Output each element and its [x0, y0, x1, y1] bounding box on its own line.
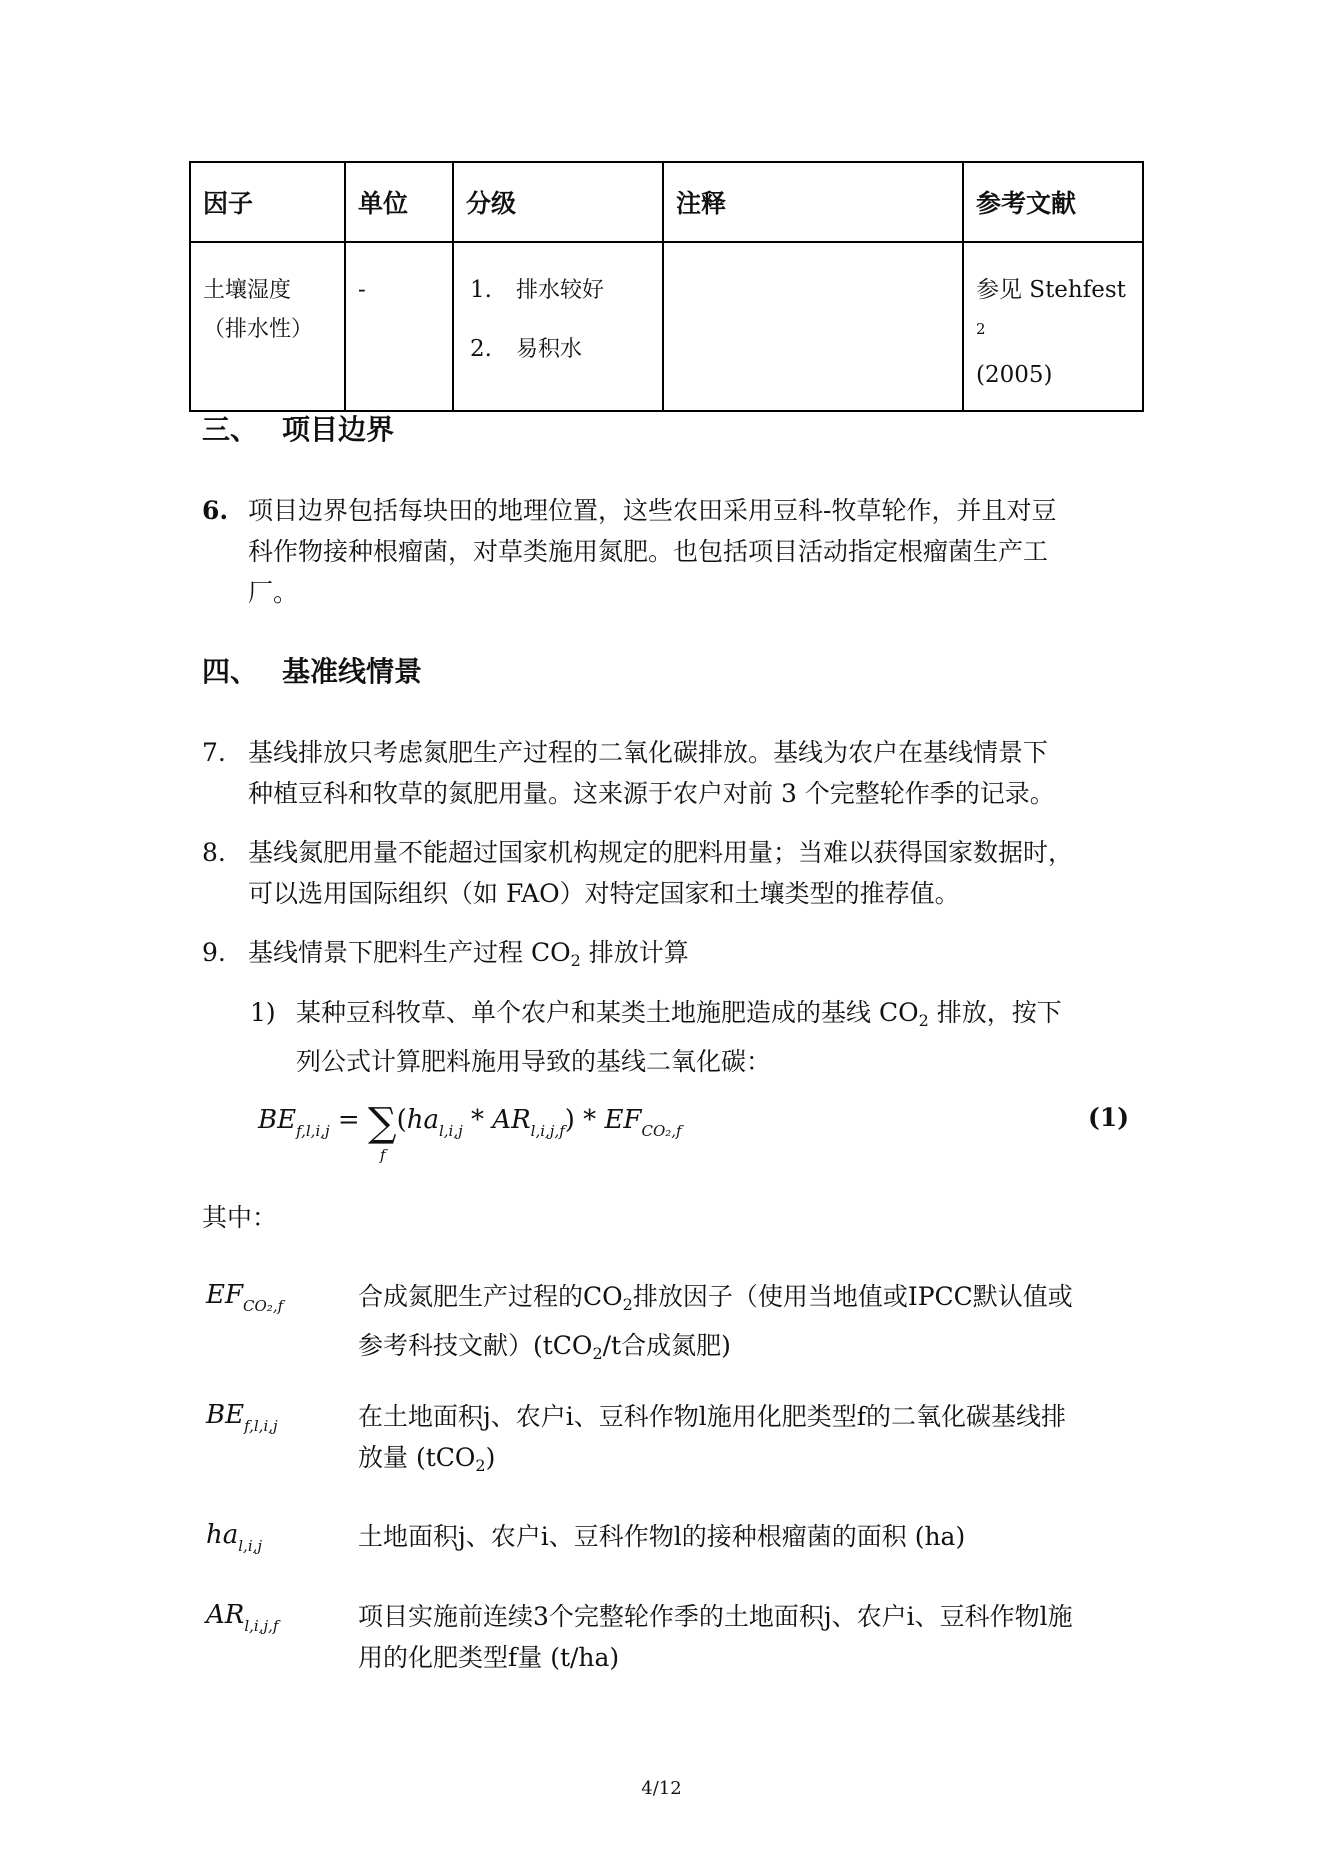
text-run: 排放因子（使用当地值或IPCC默认值或 — [632, 1282, 1073, 1311]
definition-text — [358, 1596, 1128, 1678]
factor-name: 土壤湿度 — [203, 278, 292, 303]
section-number: 三、 — [202, 413, 259, 446]
paragraph-line: 项目边界包括每块田的地理位置，这些农田采用豆科-牧草轮作，并且对豆 — [248, 496, 1057, 525]
factor-table — [189, 161, 1144, 412]
paragraph-line — [296, 992, 1120, 1041]
paragraph-6 — [202, 490, 1122, 613]
definition-symbol — [206, 1400, 278, 1435]
symbol-subscript: l,i,j — [238, 1537, 263, 1555]
header-grade: 分级 — [453, 162, 663, 242]
paragraph-line: 可以选用国际组织（如 FAO）对特定国家和土壤类型的推荐值。 — [248, 879, 960, 908]
symbol-subscript: CO₂,f — [243, 1297, 284, 1315]
grade-text: 易积水 — [515, 337, 582, 362]
reference-superscript: 2 — [976, 320, 986, 338]
text-run: 基线情景下肥料生产过程 CO — [248, 938, 571, 967]
symbol-base: ha — [206, 1520, 239, 1550]
definition-line — [358, 1325, 1128, 1374]
definition-line — [358, 1437, 1128, 1486]
paragraph-line — [248, 932, 1122, 981]
header-reference: 参考文献 — [963, 162, 1143, 242]
grade-item — [470, 330, 652, 369]
subscript: 2 — [592, 1344, 603, 1363]
definition-text — [358, 1276, 1128, 1374]
formula-subscript: f,l,i,j — [296, 1122, 330, 1140]
formula-be: BE — [258, 1105, 297, 1135]
reference-year: (2005) — [976, 361, 1053, 388]
formula-paren: ( — [396, 1105, 407, 1135]
paragraph-7 — [202, 732, 1122, 814]
definition-symbol — [206, 1520, 262, 1555]
text-run: 参考科技文献）(tCO — [358, 1331, 593, 1360]
paragraph-line: 基线氮肥用量不能超过国家机构规定的肥料用量；当难以获得国家数据时， — [248, 838, 1074, 867]
grade-num: 1. — [470, 277, 492, 303]
sigma-subscript: f — [380, 1146, 386, 1164]
paragraph-line: 科作物接种根瘤菌，对草类施用氮肥。也包括项目活动指定根瘤菌生产工 — [248, 537, 1049, 566]
definition-symbol — [206, 1600, 278, 1635]
grade-num: 2. — [470, 336, 492, 362]
subscript: 2 — [570, 951, 581, 970]
equation-number: (1) — [1088, 1103, 1130, 1132]
sigma-symbol: ∑ — [368, 1100, 397, 1146]
header-note: 注释 — [663, 162, 963, 242]
section-title: 项目边界 — [282, 413, 395, 446]
symbol-subscript: f,l,i,j — [244, 1417, 278, 1435]
paragraph-number: 8. — [202, 838, 226, 867]
definition-line: 用的化肥类型f量 (t/ha) — [358, 1643, 620, 1672]
paragraph-8 — [202, 832, 1122, 914]
paragraph-number: 7. — [202, 738, 226, 767]
formula-subscript: l,i,j — [438, 1122, 463, 1140]
formula-subscript: CO₂,f — [641, 1122, 682, 1140]
formula-sigma — [368, 1100, 397, 1164]
cell-factor — [190, 242, 345, 411]
section-title: 基准线情景 — [282, 655, 423, 688]
symbol-base: AR — [206, 1600, 245, 1630]
formula-paren: ) — [564, 1105, 575, 1135]
section-number: 四、 — [202, 655, 259, 688]
grade-item — [470, 271, 652, 310]
cell-note — [663, 242, 963, 411]
text-run: 某种豆科牧草、单个农户和某类土地施肥造成的基线 CO — [296, 998, 919, 1027]
paragraph-line: 厂。 — [248, 578, 299, 607]
symbol-subscript: l,i,j,f — [244, 1617, 279, 1635]
formula-ef: EF — [604, 1105, 642, 1135]
reference-line — [976, 271, 1132, 356]
cell-reference — [963, 242, 1143, 411]
text-run: /t合成氮肥) — [602, 1331, 731, 1360]
definition-text — [358, 1396, 1128, 1486]
text-run: 排放，按下 — [928, 998, 1062, 1027]
text-run: 合成氮肥生产过程的CO — [358, 1282, 623, 1311]
definition-line: 在土地面积j、农户i、豆科作物l施用化肥类型f的二氧化碳基线排 — [358, 1402, 1066, 1431]
paragraph-number: 6. — [202, 496, 229, 525]
text-run: ) — [485, 1443, 496, 1472]
header-unit: 单位 — [345, 162, 453, 242]
paragraph-line: 基线排放只考虑氮肥生产过程的二氧化碳排放。基线为农户在基线情景下 — [248, 738, 1049, 767]
cell-unit: - — [345, 242, 453, 411]
table-row — [190, 242, 1143, 411]
section-heading — [202, 408, 394, 448]
formula-ha: ha — [406, 1105, 439, 1135]
subscript: 2 — [475, 1456, 486, 1475]
definition-line — [358, 1276, 1128, 1325]
paragraph-number: 9. — [202, 938, 226, 967]
reference-text: 参见 Stehfest — [976, 277, 1126, 303]
formula-subscript: l,i,j,f — [530, 1122, 565, 1140]
definition-line: 项目实施前连续3个完整轮作季的土地面积j、农户i、豆科作物l施 — [358, 1602, 1073, 1631]
subscript: 2 — [622, 1295, 633, 1314]
sub-item-number: 1) — [250, 998, 276, 1027]
formula-equals: = — [329, 1105, 368, 1135]
formula-1 — [258, 1100, 682, 1164]
formula-times: * — [574, 1105, 605, 1135]
symbol-base: EF — [206, 1280, 244, 1310]
paragraph-9 — [202, 932, 1122, 981]
cell-grade — [453, 242, 663, 411]
grade-text: 排水较好 — [515, 278, 604, 303]
formula-ar: AR — [492, 1105, 531, 1135]
table-header-row — [190, 162, 1143, 242]
definition-line: 土地面积j、农户i、豆科作物l的接种根瘤菌的面积 (ha) — [358, 1522, 966, 1551]
section-heading — [202, 650, 422, 690]
definition-symbol — [206, 1280, 283, 1315]
where-label: 其中： — [202, 1203, 278, 1232]
header-factor: 因子 — [190, 162, 345, 242]
definition-text — [358, 1516, 1128, 1557]
paragraph-line: 种植豆科和牧草的氮肥用量。这来源于农户对前 3 个完整轮作季的记录。 — [248, 779, 1055, 808]
sub-item-1 — [250, 992, 1120, 1082]
paragraph-line: 列公式计算肥料施用导致的基线二氧化碳： — [296, 1047, 772, 1076]
formula-times: * — [462, 1105, 493, 1135]
page-number: 4/12 — [641, 1778, 682, 1799]
symbol-base: BE — [206, 1400, 245, 1430]
factor-subname: （排水性） — [203, 317, 314, 342]
subscript: 2 — [918, 1011, 929, 1030]
text-run: 排放计算 — [580, 938, 689, 967]
text-run: 放量 (tCO — [358, 1443, 476, 1472]
